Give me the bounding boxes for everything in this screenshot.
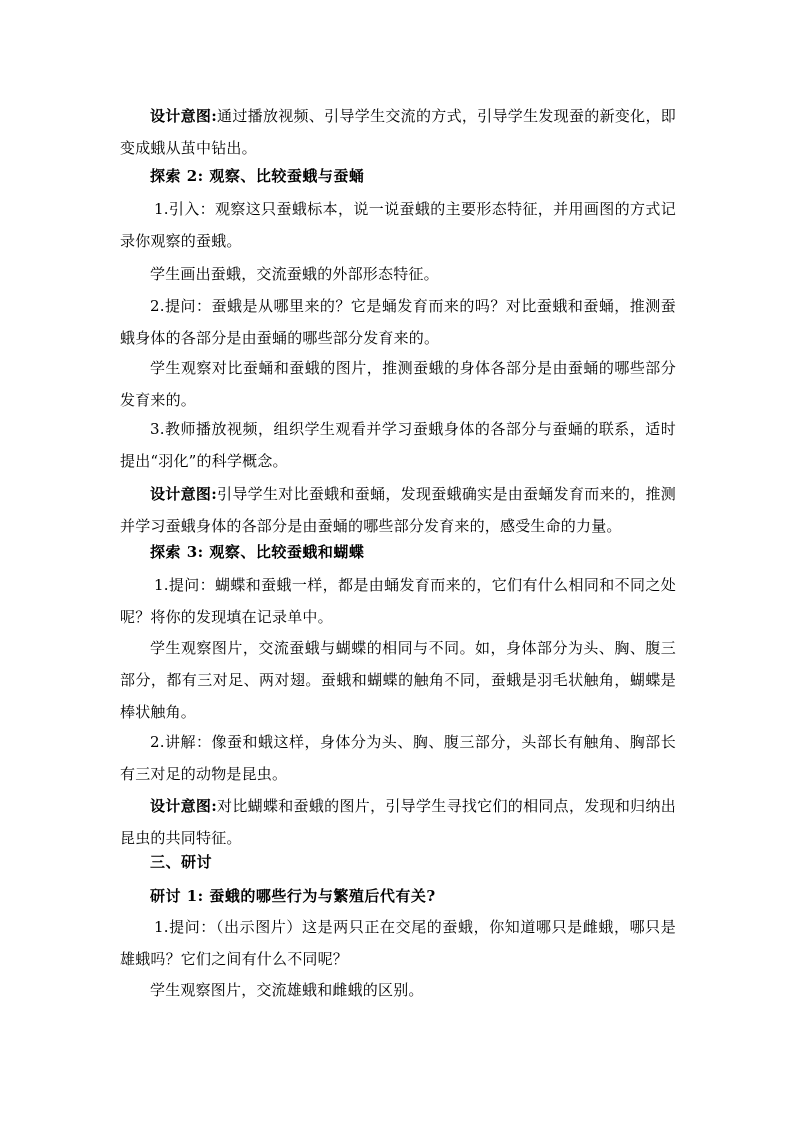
paragraph-student-draw: 学生画出蚕蛾，交流蚕蛾的外部形态特征。 — [150, 265, 439, 283]
explore-3-heading: 探索 3: 观察、比较蚕蛾和蝴蝶 — [150, 543, 365, 561]
discussion-1-heading: 研讨 1: 蚕蛾的哪些行为与繁殖后代有关? — [150, 887, 436, 905]
paragraph-student-mating: 学生观察图片，交流雄蛾和雌蛾的区别。 — [150, 981, 424, 999]
design-intent-text: 对比蝴蝶和蚕蛾的图片，引导学生寻找它们的相同点，发现和归纳出昆虫的共同特征。 — [120, 797, 676, 847]
design-intent-label: 设计意图: — [150, 797, 217, 815]
paragraph-question-mating: 1.提问：（出示图片）这是两只正在交尾的蚕蛾，你知道哪只是雌蛾，哪只是雄蛾吗？它们之间有什么不同呢？ — [120, 918, 676, 968]
design-intent-paragraph-1 — [120, 100, 676, 164]
paragraph-teacher-video: 3.教师播放视频，组织学生观看并学习蚕蛾身体的各部分与蚕蛹的联系，适时提出“羽化”的科学概念。 — [120, 420, 676, 470]
explore-2-heading: 探索 2: 观察、比较蚕蛾与蚕蛹 — [150, 167, 365, 185]
design-intent-text: 通过播放视频、引导学生交流的方式，引导学生发现蚕的新变化，即变成蛾从茧中钻出。 — [120, 107, 676, 157]
design-intent-text: 引导学生对比蚕蛾和蚕蛹，发现蚕蛾确实是由蚕蛹发育而来的，推测并学习蚕蛾身体的各部分是由蚕蛹的哪些部分发育来的，感受生命的力量。 — [120, 485, 676, 535]
section-3-heading: 三、研讨 — [150, 853, 213, 871]
design-intent-paragraph-2 — [120, 478, 676, 542]
design-intent-label: 设计意图: — [150, 107, 217, 125]
design-intent-label: 设计意图: — [150, 485, 217, 503]
paragraph-question-butterfly: 1.提问：蝴蝶和蚕蛾一样，都是由蛹发育而来的，它们有什么相同和不同之处呢？将你的发现填在记录单中。 — [120, 576, 676, 626]
paragraph-student-butterfly: 学生观察图片，交流蚕蛾与蝴蝶的相同与不同。如，身体部分为头、胸、腹三部分，都有三对足、两对翅。蚕蛾和蝴蝶的触角不同，蚕蛾是羽毛状触角，蝴蝶是棒状触角。 — [120, 639, 676, 721]
paragraph-question-2: 2.提问：蚕蛾是从哪里来的？它是蛹发育而来的吗？对比蚕蛾和蚕蛹，推测蚕蛾身体的各部分是由蚕蛹的哪些部分发育来的。 — [120, 297, 676, 347]
paragraph-intro: 1.引入：观察这只蚕蛾标本，说一说蚕蛾的主要形态特征，并用画图的方式记录你观察的蚕蛾。 — [120, 200, 676, 250]
paragraph-explain: 2.讲解：像蚕和蛾这样，身体分为头、胸、腹三部分，头部长有触角、胸部长有三对足的动物是昆虫。 — [120, 733, 676, 783]
paragraph-student-compare: 学生观察对比蚕蛹和蚕蛾的图片，推测蚕蛾的身体各部分是由蚕蛹的哪些部分发育来的。 — [120, 359, 676, 409]
design-intent-paragraph-3 — [120, 790, 676, 854]
